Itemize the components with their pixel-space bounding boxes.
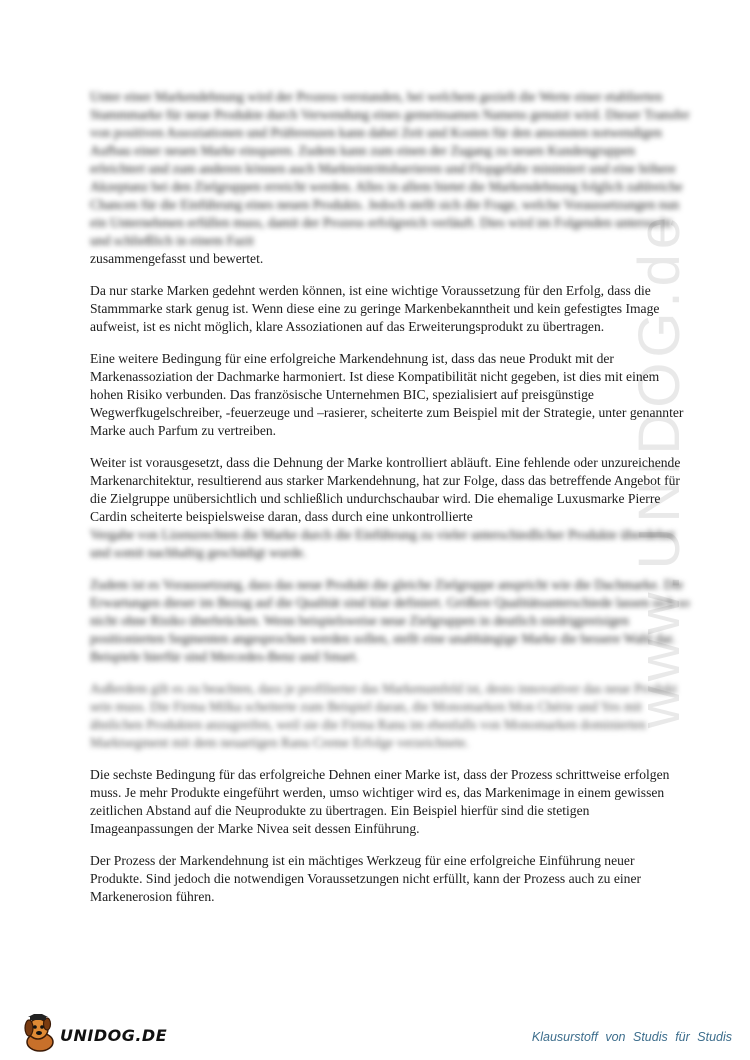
unidog-logo[interactable] xyxy=(20,1014,200,1054)
paragraph-strong-brand: Da nur starke Marken gedehnt werden können, ist eine wichtige Voraussetzung für den Erfolg, dass die Stammmarke stark genug ist. Wenn diese eine zu geringe Markenbekanntheit und kein gefestigtes Image aufweist, ist es nicht möglich, klare Assoziationen auf das Erweiterungsprodukt zu übertragen. xyxy=(90,283,660,334)
paragraph-intro-visible: zusammengefasst und bewertet. xyxy=(90,251,264,266)
paragraph-innovation-blurred: Außerdem gilt es zu beachten, dass je profilierter das Markenumfeld ist, desto innovativer das neue Produkt sein muss. Die Firma Milka scheiterte zum Beispiel daran, die Monomarken Mon Chérie und Yes mit ähnlichen Produkten anzugreifen, weil sie die Firma Ranu im ebenfalls von Monomarken dominierten Marktsegment mit dem neuartigen Ranu Creme Erfolge verzeichnete. xyxy=(90,681,678,750)
paragraph-controlled-extension-blurred: Vergabe von Lizenzrechten die Marke durch die Einführung zu vieler unterschiedlicher Produkte überdehnt und somit nachhaltig geschädigt wurde. xyxy=(90,527,675,560)
paragraph-controlled-extension: Weiter ist vorausgesetzt, dass die Dehnung der Marke kontrolliert abläuft. Eine fehlende oder unzureichende Markenarchitektur, resultierend aus starker Markendehnung, hat zur Folge, dass das betreffende Angebot für die Zielgruppe unübersichtlich und schließlich undurchschaubar wird. Die ehemalige Luxusmarke Pierre Cardin scheiterte beispielsweise daran, dass durch eine unkontrollierte xyxy=(90,455,681,524)
paragraph-target-group-blurred: Zudem ist es Voraussetzung, dass das neue Produkt die gleiche Zielgruppe anspricht wie die Dachmarke. Die Erwartungen dieser im Bezug auf die Qualität sind klar definiert. Größere Qualitätsunterschiede lassen sich so nicht ohne Risiko überbrücken. Wenn beispielsweise neue Zielgruppen in deutlich niedrigpreisigen positionierten Segmenten angesprochen werden sollen, stellt eine unabhängige Marke die bessere Wahl dar. Beispiele hierfür sind Mercedes-Benz und Smart. xyxy=(90,577,690,664)
logo-text: UNIDOG.DE xyxy=(60,1026,168,1045)
paragraph-compatibility: Eine weitere Bedingung für eine erfolgreiche Markendehnung ist, dass das neue Produkt mit der Markenassoziation der Dachmarke harmoniert. Ist diese Kompatibilität nicht gegeben, ist dies mit einem hohen Risiko verbunden. Das französische Unternehmen BIC, spezialisiert auf preisgünstige Wegwerfkugelschreiber, -feuerzeuge und –rasierer, scheiterte zum Beispiel mit der Strategie, unter genannter Marke auch Parfum zu vertreiben. xyxy=(90,351,684,438)
footer-tagline: Klausurstoff von Studis für Studis xyxy=(531,1030,732,1044)
paragraph-stepwise: Die sechste Bedingung für das erfolgreiche Dehnen einer Marke ist, dass der Prozess schrittweise erfolgen muss. Je mehr Produkte eingeführt werden, umso wichtiger wird es, das Markenimage in einem gewissen zeitlichen Abstand auf die Neuprodukte zu übertragen. Ein Beispiel hierfür sind die stetigen Imageanpassungen der Marke Nivea seit dessen Einführung. xyxy=(90,767,670,836)
watermark: www.UNIDOG.de xyxy=(627,211,692,729)
dog-mascot-icon xyxy=(20,1014,60,1054)
paragraph-intro-blurred: Unter einer Markendehnung wird der Prozess verstanden, bei welchem gezielt die Werte einer etablierten Stammmarke für neue Produkte durch Verwendung eines gemeinsamen Namens genutzt wird. Dieser Transfer von positiven Assoziationen und Präferenzen kann dabei Zeit und Kosten für den ansonsten notwendigen Aufbau einer neuen Marke einsparen. Zudem kann zum einen der Zugang zu neuen Kundengruppen erleichtert und zum anderen können auch Markteintrittsbarrieren und Flopgefahr minimiert und eine höhere Akzeptanz bei den Zielgruppen erreicht werden. Alles in allem bietet die Markendehnung folglich zahlreiche Chancen für die Einführung eines neuen Produkts. Jedoch stellt sich die Frage, welche Voraussetzungen nun ein Unternehmen erfüllen muss, damit der Prozess erfolgreich verläuft. Dies wird im Folgenden untersucht und schließlich in einem Fazit xyxy=(90,89,690,248)
paragraph-conclusion: Der Prozess der Markendehnung ist ein mächtiges Werkzeug für eine erfolgreiche Einführung neuer Produkte. Sind jedoch die notwendigen Voraussetzungen nicht erfüllt, kann der Prozess auch zu einer Markenerosion führen. xyxy=(90,853,642,904)
document-body xyxy=(90,88,690,920)
